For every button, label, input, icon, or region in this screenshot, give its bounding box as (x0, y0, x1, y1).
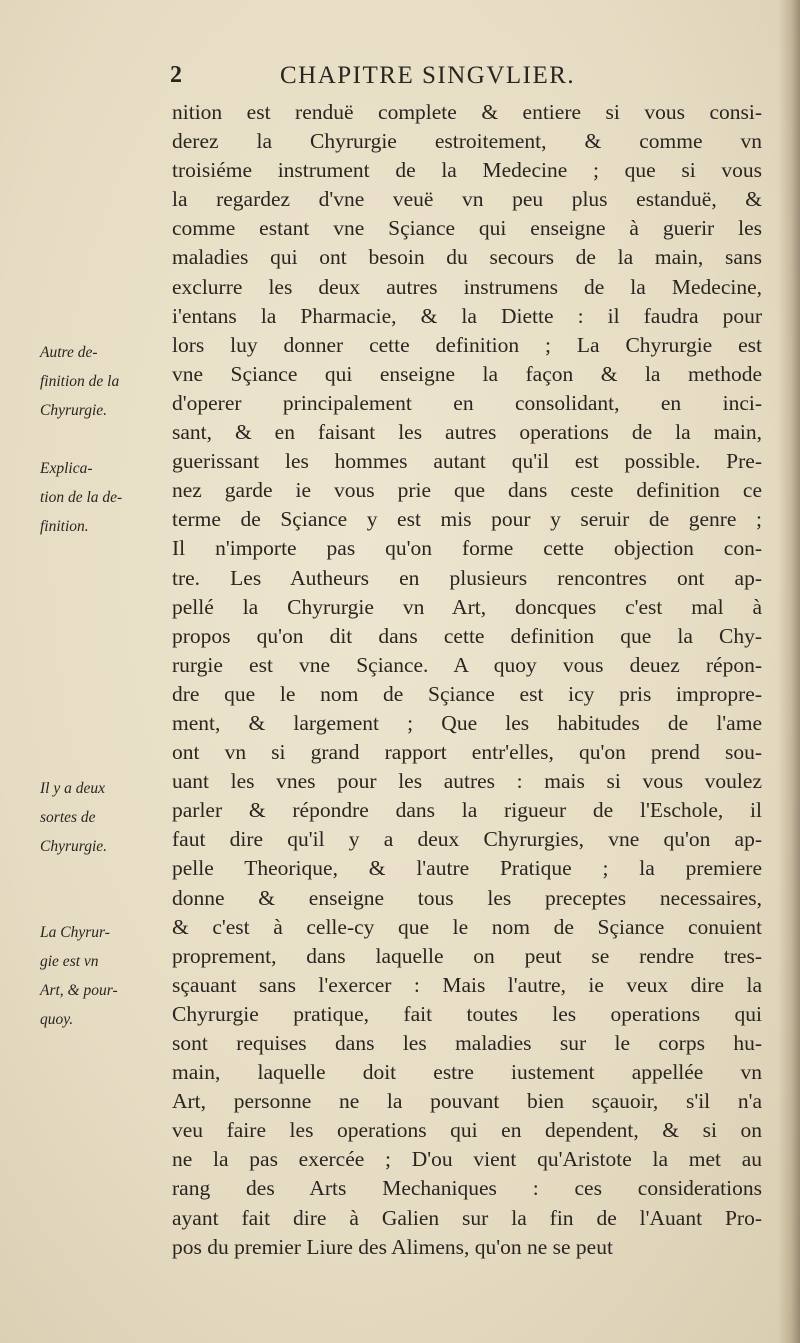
text-line: parler & répondre dans la rigueur de l'Eschole, il (172, 798, 762, 823)
text-line: ment, & largement ; Que les habitudes de l'ame (172, 710, 762, 735)
margin-note-line: Autre de- (40, 344, 98, 361)
page-header (170, 62, 760, 96)
margin-note-line: sortes de (40, 809, 96, 827)
text-line: Chyrurgie pratique, fait toutes les operations qui (172, 1001, 762, 1026)
margin-note-line: Il y a deux (40, 780, 105, 797)
margin-note (40, 338, 170, 425)
text-line: troisiéme instrument de la Medecine ; que si vous (172, 158, 762, 183)
margin-note-line: gie est vn (40, 953, 99, 971)
text-line: derez la Chyrurgie estroitement, & comme vn (172, 129, 762, 154)
text-line: veu faire les operations qui en dependent, & si on (172, 1118, 762, 1143)
margin-note-line: Explica- (40, 460, 93, 477)
margin-note-line: Chyrurgie. (40, 838, 108, 856)
text-line: maladies qui ont besoin du secours de la main, sans (172, 245, 762, 270)
body-text (172, 98, 762, 1262)
text-line: faut dire qu'il y a deux Chyrurgies, vne qu'on ap- (172, 827, 762, 852)
text-line: exclurre les deux autres instrumens de la Medecine, (172, 274, 762, 299)
margin-note-line: finition. (40, 518, 89, 536)
text-line: main, laquelle doit estre iustement appellée vn (172, 1060, 762, 1085)
text-line: nition est renduë complete & entiere si vous consi- (172, 100, 762, 124)
text-line: ayant fait dire à Galien sur la fin de l'Auant Pro- (172, 1205, 762, 1230)
text-line: sant, & en faisant les autres operations de la main, (172, 420, 762, 445)
margin-note (40, 918, 170, 1034)
text-line: uant les vnes pour les autres : mais si vous voulez (172, 769, 762, 794)
margin-note (40, 454, 170, 541)
text-line: tre. Les Autheurs en plusieurs rencontres ont ap- (172, 565, 762, 590)
page-number: 2 (170, 62, 182, 88)
margin-note-line: finition de la (40, 373, 120, 391)
text-line: comme estant vne Sçiance qui enseigne à guerir les (172, 216, 762, 241)
text-line: proprement, dans laquelle on peut se rendre tres- (172, 943, 762, 968)
text-line: propos qu'on dit dans cette definition que la Chy- (172, 623, 762, 648)
text-line: rang des Arts Mechaniques : ces considerations (172, 1176, 762, 1201)
running-head: CHAPITRE SINGVLIER. (280, 62, 576, 89)
text-line: ont vn si grand rapport entr'elles, qu'on prend sou- (172, 740, 762, 765)
text-line: Il n'importe pas qu'on forme cette objection con- (172, 536, 762, 561)
margin-note-line: tion de la de- (40, 489, 123, 507)
text-line: pellé la Chyrurgie vn Art, doncques c'est mal à (172, 594, 762, 619)
text-line: rurgie est vne Sçiance. A quoy vous deuez répon- (172, 652, 762, 677)
margin-note-line: La Chyrur- (40, 924, 110, 941)
text-line: i'entans la Pharmacie, & la Diette : il faudra pour (172, 303, 762, 328)
text-line: donne & enseigne tous les preceptes necessaires, (172, 885, 762, 910)
text-line: lors luy donner cette definition ; La Chyrurgie est (172, 332, 762, 357)
text-line: vne Sçiance qui enseigne la façon & la methode (172, 361, 762, 386)
text-line: guerissant les hommes autant qu'il est possible. Pre- (172, 449, 762, 474)
text-line: nez garde ie vous prie que dans ceste definition ce (172, 478, 762, 503)
margin-note-line: quoy. (40, 1011, 74, 1029)
text-line: dre que le nom de Sçiance est icy pris impropre- (172, 681, 762, 706)
text-line: & c'est à celle-cy que le nom de Sçiance conuient (172, 914, 762, 939)
margin-note (40, 774, 170, 861)
text-line: la regardez d'vne veuë vn peu plus estanduë, & (172, 187, 762, 212)
text-line: sçauant sans l'exercer : Mais l'autre, ie veux dire la (172, 972, 762, 997)
text-line: pelle Theorique, & l'autre Pratique ; la premiere (172, 856, 762, 881)
margin-note-line: Art, & pour- (40, 982, 118, 1000)
text-line: terme de Sçiance y est mis pour y seruir de genre ; (172, 507, 762, 532)
page-gutter-shadow (778, 0, 800, 1343)
text-line: pos du premier Liure des Alimens, qu'on ne se peut (172, 1234, 613, 1259)
text-line: d'operer principalement en consolidant, en inci- (172, 390, 762, 415)
text-line: sont requises dans les maladies sur le corps hu- (172, 1031, 762, 1055)
text-line: Art, personne ne la pouvant bien sçauoir, s'il n'a (172, 1089, 762, 1114)
text-line: ne la pas exercée ; D'ou vient qu'Aristote la met au (172, 1147, 762, 1172)
margin-note-line: Chyrurgie. (40, 402, 108, 420)
